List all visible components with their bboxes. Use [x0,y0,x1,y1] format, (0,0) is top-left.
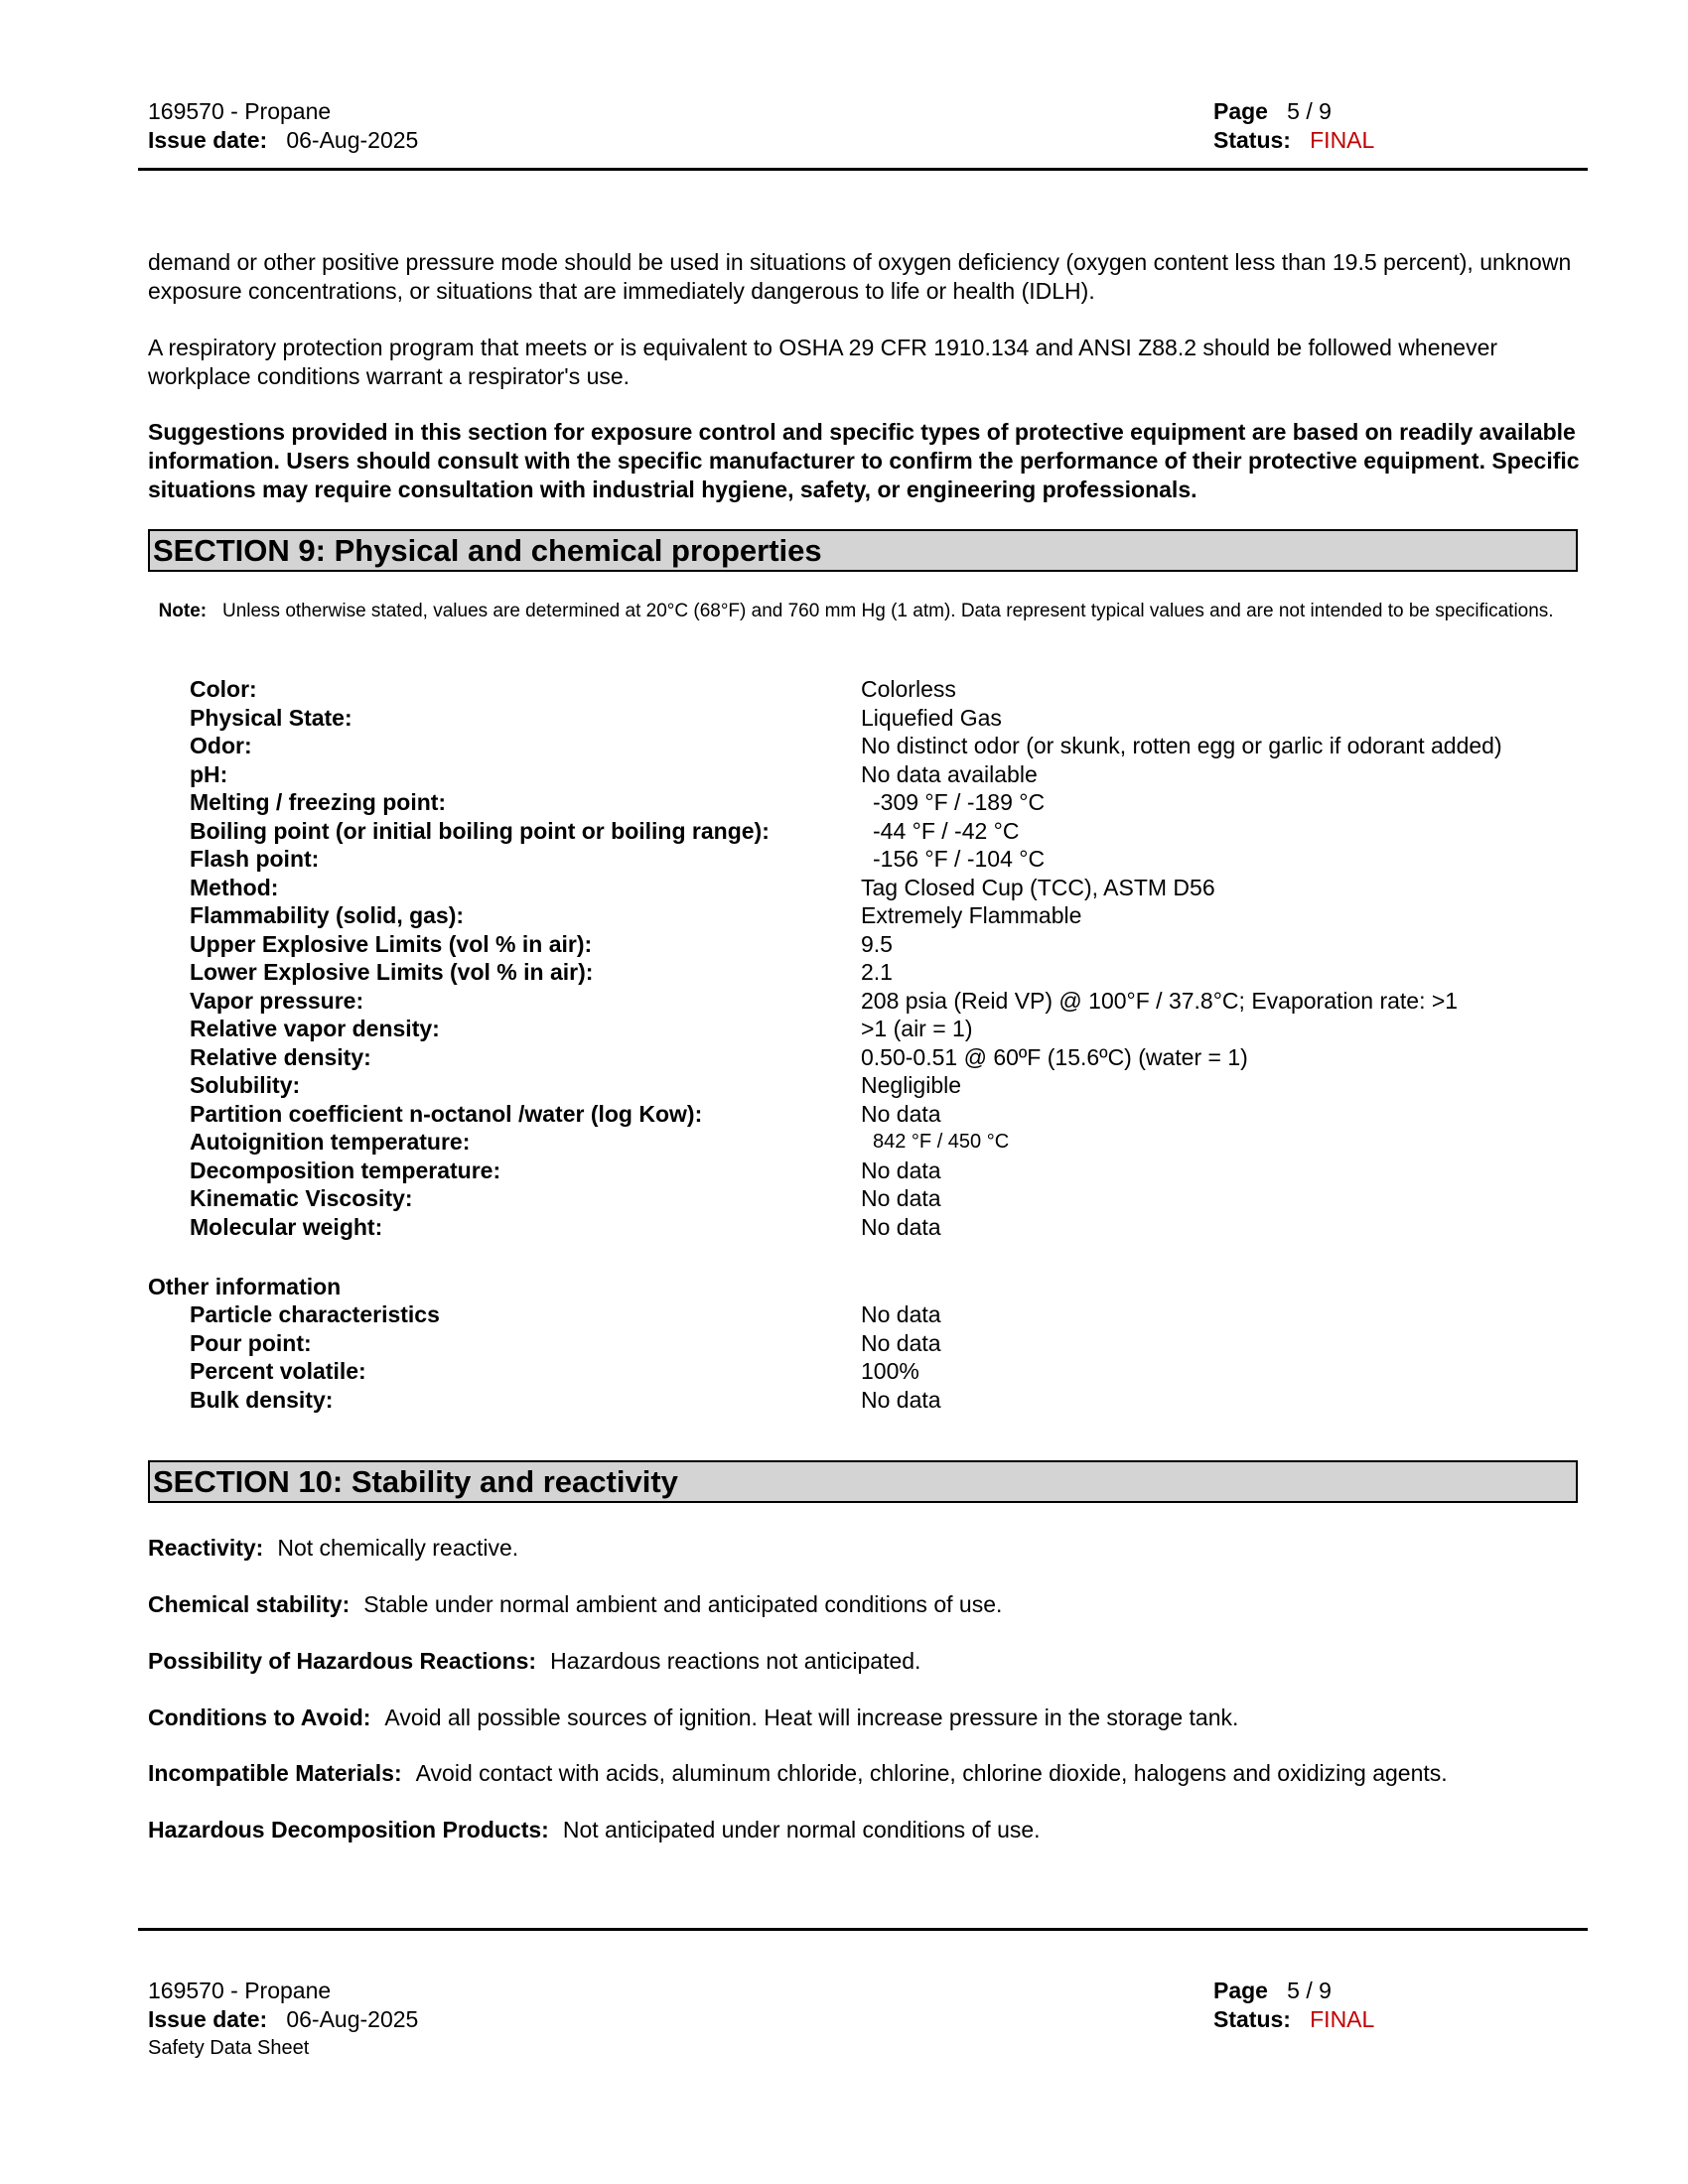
property-row [190,1100,1580,1129]
property-value: 208 psia (Reid VP) @ 100°F / 37.8°C; Evaporation rate: >1 [861,987,1459,1014]
property-label: Bulk density: [190,1386,334,1413]
incompatible-materials-text: Avoid contact with acids, aluminum chloride, chlorine, chlorine dioxide, halogens and oxidizing agents. [415,1760,1448,1786]
property-label: Lower Explosive Limits (vol % in air): [190,959,594,985]
chemical-stability-text: Stable under normal ambient and anticipated conditions of use. [363,1591,1003,1617]
property-row [190,675,1580,704]
property-value: Extremely Flammable [861,902,1082,928]
property-value: No data [861,1157,941,1183]
header-issue-date [148,126,418,155]
property-label: Flash point: [190,846,320,872]
property-row [190,817,1580,846]
property-row [190,1043,1580,1072]
property-row [190,1329,1580,1358]
property-value: No distinct odor (or skunk, rotten egg or garlic if odorant added) [861,733,1502,758]
property-row [190,987,1580,1016]
footer-product: 169570 - Propane [148,1978,332,2003]
property-label: Vapor pressure: [190,987,364,1014]
footer-page-value: 5 / 9 [1287,1978,1332,2003]
intro-paragraph-1: demand or other positive pressure mode should be used in situations of oxygen deficiency (oxygen content less than 19.5 percent), unknown exposure concentrations, or situations that are immediately dangerous to life or health (IDLH). [148,249,1572,304]
hazardous-reactions-label: Possibility of Hazardous Reactions: [148,1648,537,1674]
reactivity-label: Reactivity: [148,1535,264,1561]
property-value: No data [861,1329,941,1356]
header-status-label: Status: [1213,127,1291,153]
property-row [190,930,1580,959]
footer-page-label: Page [1213,1978,1268,2003]
property-row [190,1128,1580,1157]
property-value: No data [861,1185,941,1211]
header-page [1213,97,1332,126]
property-label: Color: [190,676,257,702]
decomposition-products-label: Hazardous Decomposition Products: [148,1817,549,1843]
conditions-to-avoid-text: Avoid all possible sources of ignition. Heat will increase pressure in the storage tank. [384,1705,1239,1730]
hazardous-reactions-text: Hazardous reactions not anticipated. [550,1648,921,1674]
section-9-note [148,599,1578,624]
property-label: Upper Explosive Limits (vol % in air): [190,930,593,957]
property-label: pH: [190,760,228,787]
property-row [190,788,1580,817]
property-row [190,704,1580,733]
property-row [190,1386,1580,1415]
intro-paragraph-2: A respiratory protection program that meets or is equivalent to OSHA 29 CFR 1910.134 and ANSI Z88.2 should be followed whenever workplace conditions warrant a respirator's use. [148,335,1498,389]
property-label: Particle characteristics [190,1301,440,1327]
header-page-label: Page [1213,98,1268,124]
footer-issue-label: Issue date: [148,2006,268,2032]
property-row [190,1213,1580,1242]
other-information-table [190,1300,1580,1414]
footer-status-value: FINAL [1310,2006,1375,2032]
property-value: Negligible [861,1072,962,1098]
footer-status [1213,2005,1374,2034]
property-label: Flammability (solid, gas): [190,902,465,928]
property-label: Physical State: [190,704,352,731]
footer-issue-value: 06-Aug-2025 [286,2006,419,2032]
property-value: Colorless [861,676,956,702]
property-row [190,760,1580,789]
section-9-title: SECTION 9: Physical and chemical properties [148,529,1578,572]
properties-table [190,675,1580,1241]
property-value: No data [861,1386,941,1413]
property-label: Method: [190,874,279,900]
property-label: Partition coefficient n-octanol /water (log Kow): [190,1100,703,1127]
property-value: No data [861,1301,941,1327]
property-value: Tag Closed Cup (TCC), ASTM D56 [861,874,1215,900]
note-text: Unless otherwise stated, values are determined at 20°C (68°F) and 760 mm Hg (1 atm). Data represent typical values and are not intended to be specifications. [221,601,1554,621]
property-row [190,901,1580,930]
property-value: No data available [861,760,1038,787]
note-label: Note: [158,601,208,621]
property-row [190,1071,1580,1100]
property-value: No data [861,1213,941,1240]
property-label: Solubility: [190,1072,301,1098]
property-label: Boiling point (or initial boiling point or boiling range): [190,817,770,844]
other-information-title: Other information [148,1274,342,1299]
property-value: 2.1 [861,959,893,985]
property-row [190,874,1580,902]
property-value: 100% [861,1358,919,1384]
intro-paragraph-3: Suggestions provided in this section for exposure control and specific types of protective equipment are based on readily available information. Users should consult with the specific manufacturer to confirm the performance of their protective equipment. Specific situations may require consultation with industrial hygiene, safety, or engineering professionals. [148,419,1580,502]
property-label: Percent volatile: [190,1358,366,1384]
property-label: Melting / freezing point: [190,789,447,815]
property-value: Liquefied Gas [861,704,1002,731]
property-value: >1 (air = 1) [861,1016,973,1041]
property-label: Kinematic Viscosity: [190,1185,413,1211]
reactivity-text: Not chemically reactive. [277,1535,519,1561]
chemical-stability-row [148,1590,1002,1619]
property-label: Odor: [190,733,252,758]
property-value: 842 °F / 450 °C [873,1131,1010,1153]
property-row [190,732,1580,760]
footer-divider [138,1928,1588,1931]
header-issue-label: Issue date: [148,127,268,153]
decomposition-products-text: Not anticipated under normal conditions of use. [562,1817,1041,1843]
decomposition-products-row [148,1816,1041,1844]
header-product: 169570 - Propane [148,98,332,124]
footer-status-label: Status: [1213,2006,1291,2032]
property-value: -309 °F / -189 °C [873,789,1046,815]
property-value: 0.50-0.51 @ 60ºF (15.6ºC) (water = 1) [861,1043,1248,1070]
property-value: No data [861,1100,941,1127]
property-row [190,1184,1580,1213]
header-status [1213,126,1374,155]
header-issue-value: 06-Aug-2025 [286,127,419,153]
property-row [190,1300,1580,1329]
footer-page [1213,1977,1332,2005]
property-label: Decomposition temperature: [190,1157,501,1183]
section-10-title: SECTION 10: Stability and reactivity [148,1460,1578,1503]
property-label: Molecular weight: [190,1213,383,1240]
property-value: -156 °F / -104 °C [873,846,1046,872]
header-page-value: 5 / 9 [1287,98,1332,124]
incompatible-materials-row [148,1759,1448,1788]
reactivity-row [148,1534,518,1563]
hazardous-reactions-row [148,1647,920,1676]
property-row [190,1357,1580,1386]
property-label: Relative density: [190,1043,371,1070]
property-label: Pour point: [190,1329,312,1356]
property-row [190,958,1580,987]
property-row [190,845,1580,874]
property-label: Relative vapor density: [190,1016,440,1041]
footer-doc-type: Safety Data Sheet [148,2037,310,2059]
conditions-to-avoid-label: Conditions to Avoid: [148,1705,371,1730]
property-row [190,1015,1580,1043]
conditions-to-avoid-row [148,1704,1238,1732]
header-status-value: FINAL [1310,127,1375,153]
incompatible-materials-label: Incompatible Materials: [148,1760,402,1786]
header-divider [138,168,1588,171]
property-label: Autoignition temperature: [190,1129,471,1155]
property-value: 9.5 [861,930,893,957]
property-row [190,1157,1580,1185]
chemical-stability-label: Chemical stability: [148,1591,351,1617]
footer-issue-date [148,2005,418,2034]
property-value: -44 °F / -42 °C [873,817,1020,844]
